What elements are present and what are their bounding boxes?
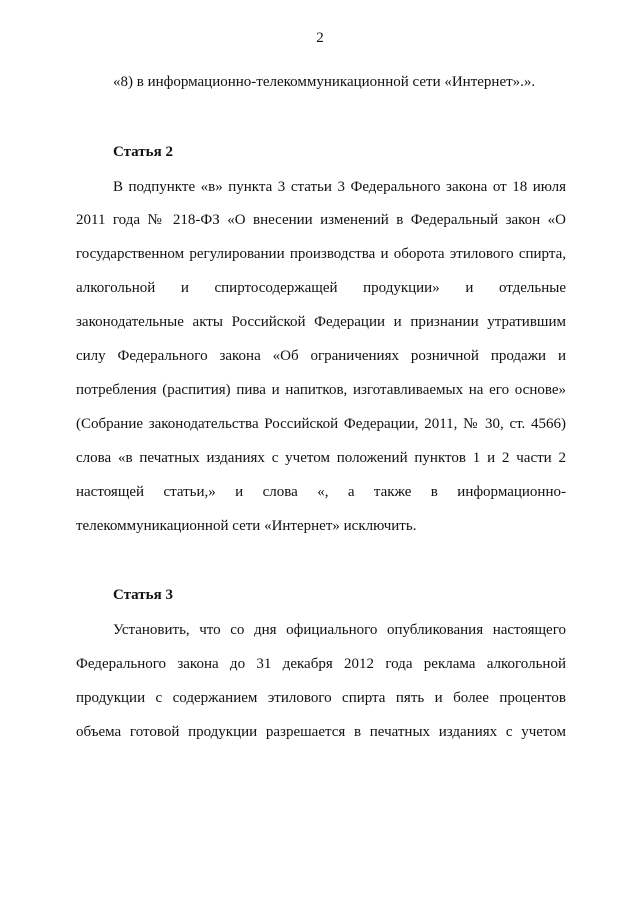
- article-2-line: законодательные акты Российской Федерации и признании утратившим: [76, 314, 566, 330]
- article-2-line: (Собрание законодательства Российской Федерации, 2011, № 30, ст. 4566): [76, 416, 566, 432]
- article-2-line: алкогольной и спиртосодержащей продукции» и отдельные: [76, 280, 566, 296]
- article-3-line: продукции с содержанием этилового спирта пять и более процентов: [76, 690, 566, 706]
- article-3-heading: Статья 3: [113, 587, 173, 603]
- article-3-line: объема готовой продукции разрешается в печатных изданиях с учетом: [76, 724, 566, 740]
- article-2-line: настоящей статьи,» и слова «, а также в информационно-: [76, 484, 566, 500]
- article-2-line: потребления (распития) пива и напитков, изготавливаемых на его основе»: [76, 382, 566, 398]
- article-2-line: В подпункте «в» пункта 3 статьи 3 Федерального закона от 18 июля: [113, 179, 566, 195]
- article-2-line: телекоммуникационной сети «Интернет» исключить.: [76, 518, 417, 534]
- article-3-line: Федерального закона до 31 декабря 2012 года реклама алкогольной: [76, 656, 566, 672]
- article-2-line: 2011 года № 218-ФЗ «О внесении изменений в Федеральный закон «О: [76, 212, 566, 228]
- article-2-heading: Статья 2: [113, 144, 173, 160]
- page-number: 2: [316, 30, 324, 46]
- article-2-line: силу Федерального закона «Об ограничениях розничной продажи и: [76, 348, 566, 364]
- intro-line: «8) в информационно-телекоммуникационной сети «Интернет».».: [113, 74, 536, 90]
- article-3-line: Установить, что со дня официального опубликования настоящего: [113, 622, 566, 638]
- article-2-line: государственном регулировании производства и оборота этилового спирта,: [76, 246, 566, 262]
- article-2-line: слова «в печатных изданиях с учетом положений пунктов 1 и 2 части 2: [76, 450, 566, 466]
